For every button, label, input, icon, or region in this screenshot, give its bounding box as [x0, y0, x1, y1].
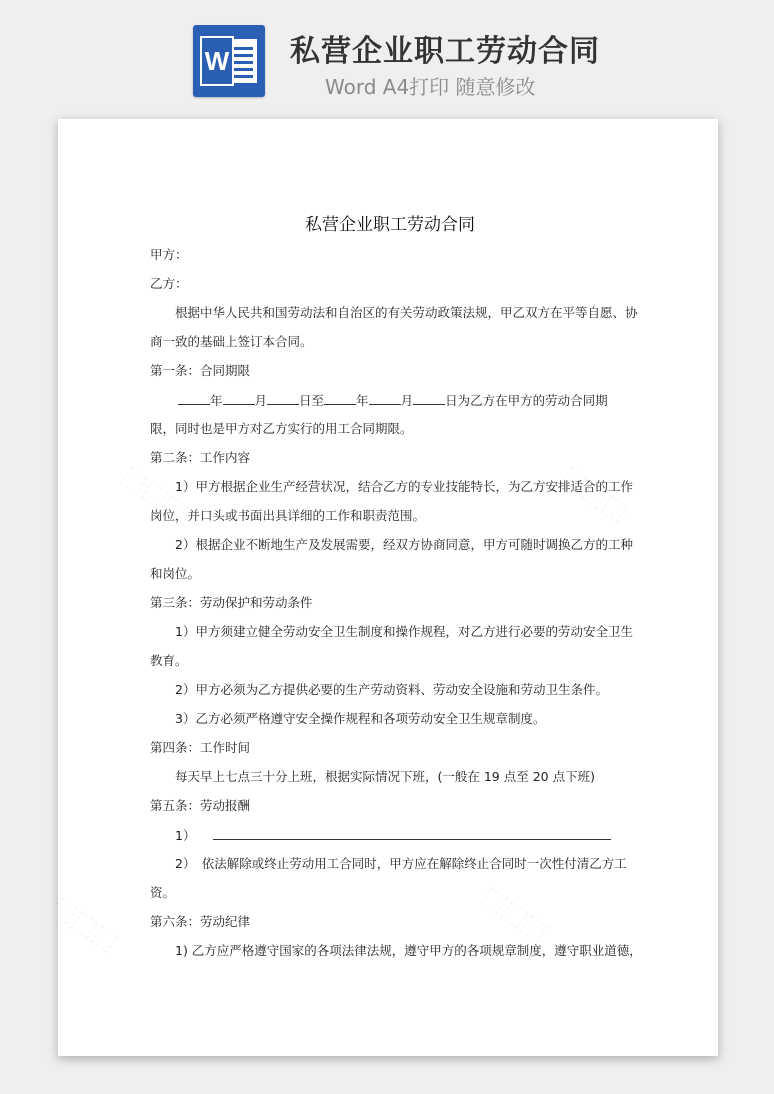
salary-blank[interactable] [213, 827, 611, 840]
party-b-label: 乙方： [150, 276, 188, 291]
article-3-clause-3: 3）乙方必须严格遵守安全操作规程和各项劳动安全卫生规章制度。 [175, 711, 546, 726]
end-month-blank[interactable] [369, 392, 401, 405]
watermark-mark [476, 881, 554, 948]
banner-title: 私营企业职工劳动合同 [290, 34, 600, 69]
day-blank[interactable] [267, 392, 299, 405]
article-3-clause-1: 1）甲方须建立健全劳动安全卫生制度和操作规程，对乙方进行必要的劳动安全卫生 [175, 624, 633, 639]
banner-subtitle: Word A4打印 随意修改 [325, 75, 536, 99]
article-5-clause-2: 2） 依法解除或终止劳动用工合同时，甲方应在解除终止合同时一次性付清乙方工 [175, 856, 627, 871]
party-a-label: 甲方： [150, 247, 188, 262]
article-2-clause-1: 1）甲方根据企业生产经营状况，结合乙方的专业技能特长，为乙方安排适合的工作 [175, 479, 633, 494]
article-2-clause-2: 2）根据企业不断地生产及发展需要，经双方协商同意，甲方可随时调换乙方的工种 [175, 537, 633, 552]
intro-paragraph-cont: 商一致的基础上签订本合同。 [150, 334, 313, 349]
end-month-label: 月 [400, 393, 414, 408]
period-tail: 日为乙方在甲方的劳动合同期 [445, 393, 608, 408]
article-6-clause-1: 1) 乙方应严格遵守国家的各项法律法规，遵守甲方的各项规章制度，遵守职业道德， [175, 943, 642, 958]
year-blank[interactable] [178, 392, 210, 405]
article-1-heading: 第一条：合同期限 [150, 363, 251, 378]
year-label: 年 [210, 393, 223, 408]
contract-period-cont: 限，同时也是甲方对乙方实行的用工合同期限。 [150, 421, 413, 436]
article-5-heading: 第五条：劳动报酬 [150, 798, 251, 813]
intro-paragraph: 根据中华人民共和国劳动法和自治区的有关劳动政策法规，甲乙双方在平等自愿、协 [175, 305, 638, 320]
article-4-clause: 每天早上七点三十分上班，根据实际情况下班，(一般在 19 点至 20 点下班) [175, 769, 595, 784]
watermark-mark [58, 891, 124, 958]
contract-period-line [178, 392, 608, 409]
document-page [58, 119, 718, 1056]
article-2-clause-1-cont: 岗位，并口头或书面出具详细的工作和职责范围。 [150, 508, 426, 523]
day-to-label: 日至 [299, 393, 325, 408]
document-title: 私营企业职工劳动合同 [305, 215, 475, 235]
article-3-clause-1-cont: 教育。 [150, 653, 188, 668]
article-2-heading: 第二条：工作内容 [150, 450, 251, 465]
article-4-heading: 第四条：工作时间 [150, 740, 251, 755]
article-5-clause-2-cont: 资。 [150, 885, 176, 900]
end-year-blank[interactable] [324, 392, 356, 405]
end-day-blank[interactable] [413, 392, 445, 405]
article-3-clause-2: 2）甲方必须为乙方提供必要的生产劳动资料、劳动安全设施和劳动卫生条件。 [175, 682, 608, 697]
end-year-label: 年 [356, 393, 369, 408]
article-3-heading: 第三条：劳动保护和劳动条件 [150, 595, 313, 610]
article-2-clause-2-cont: 和岗位。 [150, 566, 201, 581]
month-blank[interactable] [223, 392, 255, 405]
svg-text:W: W [204, 46, 230, 76]
clause-number: 1） [175, 828, 196, 843]
word-document-icon [193, 25, 265, 97]
article-5-clause-1 [175, 827, 611, 844]
article-6-heading: 第六条：劳动纪律 [150, 914, 251, 929]
template-banner [0, 0, 774, 110]
month-label: 月 [254, 393, 268, 408]
